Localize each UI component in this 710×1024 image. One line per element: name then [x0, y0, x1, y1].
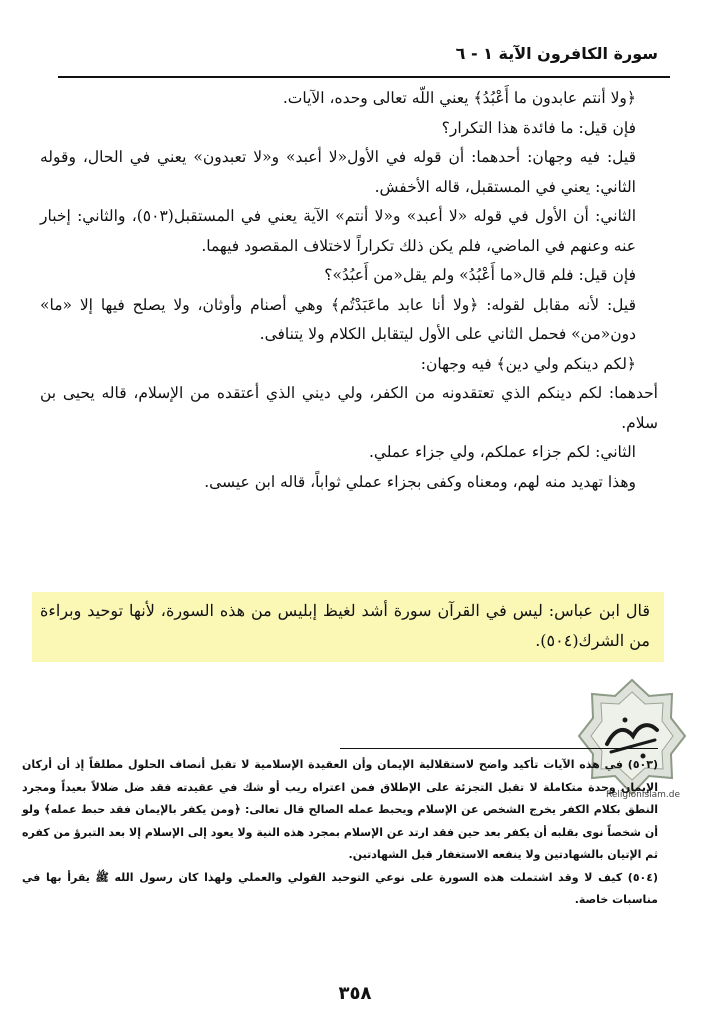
header-divider: [58, 76, 670, 78]
main-text: [40, 84, 658, 497]
footnotes: [22, 754, 658, 912]
paragraph: الثاني: أن الأول في قوله «لا أعبد» و«لا أنتم» الآية يعني في المستقبل(٥٠٣)، والثاني: إخبار عنه وعنهم في الماضي، فلم يكن ذلك تكراراً لاختلاف المقصود فيهما.: [40, 207, 637, 255]
footnote: (٥٠٣) في هذه الآيات تأكيد واضح لاستقلالية الإيمان وأن العقيدة الإسلامية لا تقبل أنصاف الحلول مطلقاً إذ أن أركان الإيمان وحدة متكاملة لا تقبل التجزئة على الإطلاق فمن اعتراه ريب أو شك في عقيدته فقد ضل ضلالاً بعيداً ومجرد النطق بكلام الكفر يخرج الشخص عن الإسلام ويحبط عمله الصالح قال تعالى: ﴿ومن يكفر بالإيمان فقد حبط عمله﴾ ولو أن شخصاً نوى بقلبه أن يكفر بعد حين فقد ارتد عن الإسلام بمجرد هذه النية ولا يعود إلى الإسلام إلا بعد التبرؤ من كفره ثم الإتيان بالشهادتين ولا ينفعه الاستغفار قبل الشهادتين.: [22, 758, 658, 861]
highlighted-quote: قال ابن عباس: ليس في القرآن سورة أشد لغيظ إبليس من هذه السورة، لأنها توحيد وبراءة من الشرك(٥٠٤).: [32, 592, 664, 662]
paragraph: الثاني: لكم جزاء عملكم، ولي جزاء عملي.: [368, 443, 636, 461]
logo-url-text: ReligionIslam.de: [606, 790, 681, 800]
paragraph: ﴿لكم دينكم ولي دين﴾ فيه وجهان:: [420, 354, 636, 373]
paragraph: ﴿ولا أنتم عابدون ما أَعْبُدُ﴾ يعني اللّه تعالى وحده، الآيات.: [282, 89, 636, 107]
paragraph: فإن قيل: ما فائدة هذا التكرار؟: [441, 118, 636, 137]
paragraph: وهذا تهديد منه لهم، ومعناه وكفى بجزاء عملي ثواباً، قاله ابن عيسى.: [204, 472, 636, 491]
footnote: (٥٠٤) كيف لا وقد اشتملت هذه السورة على نوعي التوحيد القولي والعملي ولهذا كان رسول الله ﷺ يقرأ بها في مناسبات خاصة.: [22, 870, 658, 906]
footnote-divider: [340, 748, 658, 749]
paragraph: فإن قيل: فلم قال«ما أَعْبُدُ» ولم يقل«من أَعبُدُ»؟: [324, 266, 636, 284]
paragraph: قيل: فيه وجهان: أحدهما: أن قوله في الأول«لا أعبد» و«لا تعبدون» يعني في الحال، وقوله الثاني: يعني في المستقبل، قاله الأخفش.: [40, 148, 636, 196]
page-header-title: سورة الكافرون الآية ١ - ٦: [455, 44, 658, 63]
page-number: ٣٥٨: [338, 983, 372, 1004]
paragraph: أحدهما: لكم دينكم الذي تعتقدونه من الكفر، ولي ديني الذي أعتقده من الإسلام، قاله يحيى بن سلام.: [40, 384, 658, 432]
paragraph: قيل: لأنه مقابل لقوله: ﴿ولا أنا عابد ماعَبَدْتُم﴾ وهي أصنام وأوثان، ولا يصلح فيها إلا «ما» دون«من» فحمل الثاني على الأول ليتقابل الكلام ولا يتنافى.: [40, 295, 636, 343]
